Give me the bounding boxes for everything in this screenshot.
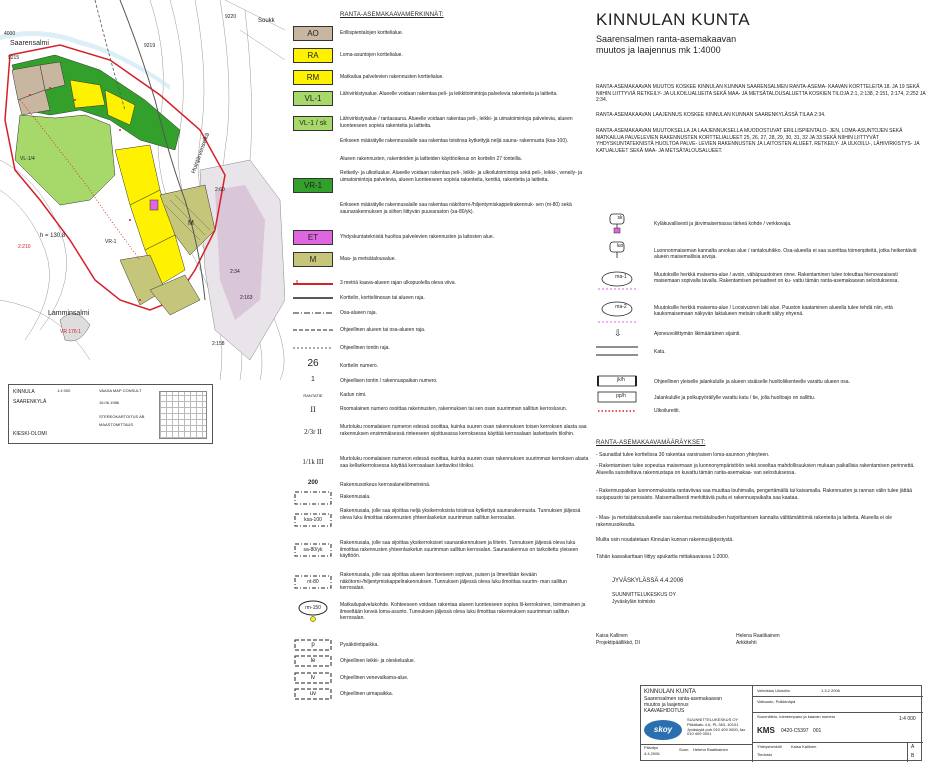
place-date: JYVÄSKYLÄSSÄ 4.4.2006 xyxy=(612,578,684,584)
orders-header: RANTA-ASEMAKAAVAMÄÄRÄYKSET: xyxy=(596,440,706,446)
desc-1: RANTA-ASEMAKAAVAN MUUTOS KOSKEE KINNULAN KUNNAN SAARENSALMEN RANTA-ASEMA- KAAVAN KORTTELEITA 18. JA 19 SEKÄ NIIHIN LIITTYVIÄ RETKEILY- JA ULKOILUALUEITA SEKÄ MAA- JA METSÄTALOUSALUETTA KOSKIEN TILOJA 2:1, 2:138, 2:151, 2:174, 2:252 JA 2:34. xyxy=(596,84,926,103)
tb-designer-label: Suun. xyxy=(679,747,690,752)
order-4: - Maa- ja metsätalousalueelle saa rakentaa metsätalouden harjoittamisen kannalta välttämättömiä rakenteita ja laitteita. Alueella ei ole rakennusoikeutta. xyxy=(596,515,893,528)
order-1: - Saunatilat tulee korttelissa 30 rakentaa varsinaisen loma-asunnon yhteyteen. xyxy=(596,452,770,458)
tb-date-label: Päiväys xyxy=(644,745,659,750)
sym-le: le xyxy=(310,658,316,664)
rtext-sk: Kyläkuvallisesti ja järvimaisemassa tärkeä kohde / verkkovaja. xyxy=(654,221,792,227)
rtext-luo: Luonnonmaiseman kannalta arvokas alue / rantalouhikko. Osa-alueella ei saa suorittaa toimenpiteitä, jotka heikentävät alueen maisemallisia arvoja. xyxy=(654,248,917,261)
sym-guide-boundary xyxy=(293,324,333,336)
sym-floor-fraction: 2/3r II xyxy=(304,428,322,436)
text-nt: Rakennusala, jolle saa sijoittaa alueen luonteeseen sopivan, puisen ja ilmeeltään kevään näkötorni-/hiljentymiskappelirakennuksen. Tunnuksen jäljessä oleva luku ilmoittaa suurim- man sallitun kerrosalan. xyxy=(340,572,567,591)
label-9219: 9219 xyxy=(144,43,156,49)
rsym-trail xyxy=(596,406,638,416)
text-vl1: Lähivirkistysalue. Alueelle voidaan rakentaa peli- ja leikkitoimintoja palvelevia rakenteita ja laitteita. xyxy=(340,91,558,97)
old-tb-grid xyxy=(159,391,207,439)
label-vl1: VL-1/4 xyxy=(20,156,35,162)
sym-nt: nt-80 xyxy=(307,579,319,585)
rsym-sk-text: sk xyxy=(617,215,623,221)
sym-plot-no: 1 xyxy=(311,376,315,383)
title-block xyxy=(640,685,922,761)
tb-row2: Valtuusto, Pulkkinäpä xyxy=(757,699,796,704)
tb-date: 4.4.2006 xyxy=(644,751,660,756)
sym-rm: rm-150 xyxy=(305,605,321,611)
label-2163: 2:163 xyxy=(240,295,253,301)
zone-et[interactable] xyxy=(150,200,158,210)
label-234: 2:34 xyxy=(230,269,240,275)
label-2210: 2:210 xyxy=(18,244,31,250)
company-name: SUUNNITTELUKESKUS OY xyxy=(612,592,676,598)
rtext-trail: Ulkoilureitti. xyxy=(654,408,680,414)
rsym-luo-text: luo xyxy=(616,243,624,249)
old-tb-title: KINNULA xyxy=(13,389,35,395)
tb-title: KINNULAN KUNTA xyxy=(644,689,696,695)
old-tb-scale: 1:4 000 xyxy=(57,388,71,393)
sym-3m-line xyxy=(293,278,333,290)
tb-checker-label: Yhteyshenkilö xyxy=(757,744,782,749)
sym-cellar-fraction: 1/1k III xyxy=(302,458,324,466)
text-sa: Rakennusala, jolle saa sijoittaa yksikerroksiset saunarakennuksen ja liiterin. Tunnuksen jäljessä oleva luku ilmoittaa rakennusten yhteenlasketun suurimman sallitun kerrosalan. Saunarakennus on tarkoitettu yleiseen käyttöön. xyxy=(340,540,579,559)
label-huinjarvi: Huinjärvenselkä xyxy=(190,132,212,175)
text-floor-fraction: Murtoluku roomalaisen numeron edessä osoittaa, kuinka suuren osan rakennuksen toisen kerroksen alasta saa rakennuksen ensimmäisessä rinteeseen sijoittuvassa kerroksessa käyttää kerrosalaan laskettaviin tiloihin. xyxy=(340,424,587,437)
label-4000: 4000 xyxy=(4,31,16,37)
text-block-boundary: Korttelin, kortteliinosan tai alueen raja. xyxy=(340,295,425,301)
text-rm-service: Matkailupalvelukohde. Kohteeseen voidaan rakentaa alueen luonteeseen sopiva lil-kerroksinen, toimimainen ja ilmeeltään keveä loma-asunto. Tunnuksen jäljessä oleva luku ilmoittaa rakennuksen suurimman sallitun kerrosalan. xyxy=(340,602,586,621)
rtext-pph: Jalankululle ja polkupyöräilylle varattu katu / tie, jolla huoltoajo on sallittu. xyxy=(654,395,816,401)
old-tb-company: VAASA MAP CONSULT xyxy=(99,388,142,393)
tb-letter-a: A xyxy=(911,744,915,750)
rtext-jkh: Ohjeellinen yleiselle jalankululle ja alueen sisäiselle huoltoliikenteelle varattu alueen osa. xyxy=(654,379,850,385)
tag-ao: AO xyxy=(293,26,333,41)
desc-2: RANTA-ASEMAKAAVAN LAAJENNUS KOSKEE KINNULAN KUNNAN SAARENKYLÄSSÄ TILAA 2:34. xyxy=(596,112,826,118)
text-rm: Matkailua palvelevien rakennusten korttelialue. xyxy=(340,74,444,80)
old-title-block xyxy=(8,384,213,444)
rtext-ma2: Muutoksille herkkä maisema-alue / Loosivuoren laki alue. Puuston kaataminen alueella tulee tehdä niin, että kaukomaisemaan näkyvän lakialueen metsän siluetti säilyy ehyenä. xyxy=(654,305,893,318)
order-extra-2: Tähän kaavakarttaan liittyy apukartta mittakaavassa 1:2000. xyxy=(596,554,730,560)
rsym-street xyxy=(596,344,638,358)
text-guide-boundary: Ohjeellinen alueen tai osa-alueen raja. xyxy=(340,327,426,333)
tag-ra: RA xyxy=(293,48,333,63)
tag-rm: RM xyxy=(293,70,333,85)
tb-kms-no: 0420-C5397 xyxy=(781,728,809,734)
sym-floors: II xyxy=(310,405,316,414)
text-building-right: Rakennusoikeus kerrosalaneliömetreinä. xyxy=(340,482,431,488)
tb-sub1: Saarensalmen ranta-asemakaavan xyxy=(644,696,722,702)
old-tb-date: 16.06.1986 xyxy=(99,400,120,405)
signer-2-title: Arkkitehti xyxy=(736,640,757,646)
signer-2-name: Helena Raatikainen xyxy=(736,633,780,639)
text-uv: Ohjeellinen uimapaikka. xyxy=(340,691,394,697)
label-saarensalmi: Saarensalmi xyxy=(10,40,49,47)
tb-designer: Helena Raatikainen xyxy=(693,747,728,752)
rtext-vehicle: Ajoneuvoliittymän likimääräinen sijainti. xyxy=(654,331,741,337)
rsym-jkh-text: jk/h xyxy=(617,377,625,383)
label-9220: 9220 xyxy=(225,14,237,20)
text-cellar-fraction: Murtoluku roomalaisen numeron edessä osoittaa, kuinka suuren osan rakennuksen suurimman kerroksen alasta saa kellarikerroksessa käyttää kerrosalaan luettaviksi tiloiksi. xyxy=(340,456,589,469)
text-ao: Erillispientalojen korttelialue. xyxy=(340,30,404,36)
sym-street-name: RANTATIE xyxy=(303,393,323,398)
sym-sa: sa-80/yk xyxy=(303,547,323,553)
page-subtitle-2: muutos ja laajennus mk 1:4000 xyxy=(596,45,721,55)
label-lamminsalmi: Lamminsalmi xyxy=(48,310,90,317)
tag-et: ET xyxy=(293,230,333,245)
tb-sub3: KAAVAEHDOTUS xyxy=(644,708,685,714)
plan-map-svg xyxy=(0,0,285,380)
label-2158: 2:158 xyxy=(212,341,225,347)
company-office: Jyväskylän toimisto xyxy=(612,599,656,605)
tb-scale: 1:4 000 xyxy=(899,716,916,722)
sym-plot-boundary xyxy=(293,342,333,354)
tb-row1-val: 1.3.2.2006 xyxy=(821,688,840,693)
text-ra: Loma-asuntojen korttelialue. xyxy=(340,52,403,58)
rsym-vehicle-arrow: ⇩ xyxy=(614,328,622,338)
label-176: VR 176:1 xyxy=(60,329,81,335)
text-block-no: Korttelin numero. xyxy=(340,363,379,369)
sym-ksa: ksa-100 xyxy=(304,517,322,523)
tb-sub2: muutos ja laajennus xyxy=(644,702,689,708)
text-vr1: Retkeily- ja ulkoilualue. Alueelle voidaan rakentaa peli-, leikki- ja ulkoilutoimintoja sekä peli-, leikki-, veneily- ja uimatoimintoja palvelevia, alueen luonteeseen sopivia rakenteita, kenttiä, rakenteita ja laitteita. xyxy=(340,170,583,183)
page-title: KINNULAN KUNTA xyxy=(596,10,751,29)
text-ksa: Rakennusala, jolle saa sijoittaa neljä yksikerroksista toisiinsa kytkettyä saunarakennusta. Tunnuksen jäljessä oleva luku ilmoittaa rakennusten yhteenlasketun suurimman sallitun kerrosalan. xyxy=(340,508,581,521)
signer-1-title: Projektipäällikkö, DI xyxy=(596,640,640,646)
text-lv: Ohjeellinen venevalkama-alue. xyxy=(340,675,409,681)
tag-m: M xyxy=(293,252,333,267)
tb-company-lines: SUUNNITTELUKESKUS OY Pitkäkatu 4 A, PL 363, 40101 Jyväskylä puh 010 409 0000, fax 010 409 0001 xyxy=(687,717,746,737)
old-tb-maasto: MAASTOMITTAUS xyxy=(99,422,134,427)
tb-kms: KMS xyxy=(757,726,775,735)
text-plot-boundary: Ohjeellinen tontin raja. xyxy=(340,345,390,351)
tag-vr1: VR-1 xyxy=(293,178,333,193)
sym-lv: lv xyxy=(310,675,316,681)
sym-p: p xyxy=(311,642,315,648)
sym-building-area xyxy=(293,490,333,506)
text-floors: Roomalainen numero osoittaa rakennusten, rakennuksen tai sen osan suurimman sallitun kerrosluvun. xyxy=(340,406,568,412)
rtext-ma1: Muutoksille herkkä maisema-alue / avoin, vähäpuustoinen rinne. Rakentaminen tulee toteuttaa hienovaraisesti maisemaan sopivalla tavalla. Rakentamisen periaatteet on ku- vattu tämän ranta-asemakaavan selostuksessa. xyxy=(654,272,899,285)
text-vr1-extra: Erikseen määrätylle rakennusalalle saa rakentaa näkötorni-/hiljentymiskappelirakennuk- sen (nt-80) sekä saunarakennuksen ja siihen liittyvän puuvaraston (sa-80/yk). xyxy=(340,202,572,215)
text-vl1-extra1: Erikseen määrätylle rakennusalalle saa rakentaa toisiinsa kytkettyjä neljä sauna- rakennusta (ksa-100). xyxy=(340,138,569,144)
text-p: Pysäköintipaikka. xyxy=(340,642,379,648)
text-vl1-extra2: Alueen rakennusten, rakenteiden ja laitteiden käyttöoikeus on korttelin 27 tonteilla. xyxy=(340,156,523,162)
label-m: M xyxy=(188,220,194,227)
plan-map[interactable] xyxy=(0,0,285,380)
text-vl1-sk: Lähivirkistysalue / rantasauna. Alueelle voidaan rakentaa peli-, leikki- ja uimatoimintoja palvelevia, alueen luonteeseen sopivia rakenteita ja laitteita. xyxy=(340,116,573,129)
sym-block-no: 26 xyxy=(307,358,319,369)
tb-checker: Kaisa Kallinen xyxy=(791,744,817,749)
text-3m-line: 3 metriä kaava-alueen rajan ulkopuolella oleva viiva. xyxy=(340,280,456,286)
tb-left xyxy=(641,686,753,762)
text-m: Maa- ja metsätalousalue. xyxy=(340,256,396,262)
label-vr1: VR-1 xyxy=(105,239,117,245)
text-le: Ohjeellinen leikki- ja oleskelualue. xyxy=(340,658,416,664)
text-subarea-boundary: Osa-alueen raja. xyxy=(340,310,377,316)
tb-row3: Suunnittelu, toimeenpano ja kaavan numero xyxy=(757,714,836,719)
tb-kms-no2: 001 xyxy=(813,728,822,734)
sym-block-boundary xyxy=(293,292,333,304)
text-et: Yhdyskuntateknistä huoltoa palvelevien rakennusten ja laitosten alue. xyxy=(340,234,494,240)
stippled-forest xyxy=(200,160,285,360)
label-elevation: h = 130,8 xyxy=(40,233,66,239)
old-tb-stereo: STEREOKARTOITUS AB xyxy=(99,414,145,419)
tag-vl1-sk: VL-1 / sk xyxy=(293,116,333,131)
label-9215: 9215 xyxy=(8,55,20,61)
tag-vl1: VL-1 xyxy=(293,91,333,106)
rsym-ma2-text: ma-2 xyxy=(615,304,627,310)
tb-letter-b: B xyxy=(911,753,915,759)
order-extra-1: Muilta osin noudatetaan Kinnulan kunnan rakennusjärjestystä. xyxy=(596,537,734,543)
desc-3: RANTA-ASEMAKAAVAN MUUTOKSELLA JA LAAJENNUKSELLA MUODOSTUVAT ERILLISPIENTALO- JEN, LOMA-ASUNTOJEN SEKÄ MATKAILUA PALVELEVIEN RAKENNUSTEN KORTTELIALUEET 25, 26, 27, 28, 29, 30, 31, 32 JA 33 SEKÄ NIIHIN LIITTYVÄT YHDYSKUNTATEKNISTÄ HUOLTOA PALVE- LEVIEN RAKENNUSTEN JA LAITOSTEN ALUEET, RETKEILY- JA ULKOILU-, LÄHIVIRKISTYS- JA KATUALUEET SEKÄ MAA- JA METSÄTALOUSALUEET. xyxy=(596,128,920,154)
sym-uv: uv xyxy=(309,691,317,697)
signer-1-name: Kaisa Kallinen xyxy=(596,633,628,639)
sym-subarea-boundary xyxy=(293,307,333,319)
rtext-street: Katu. xyxy=(654,349,666,355)
page-subtitle: Saarensalmen ranta-asemakaavan xyxy=(596,34,737,44)
text-building-area: Rakennusala. xyxy=(340,494,371,500)
text-street-name: Kadun nimi. xyxy=(340,392,367,398)
rsym-pph-text: pp/h xyxy=(616,393,626,399)
order-3: - Rakennuspaikan luonnonmukaista rantaviivaa saa muuttaa louhimalla, pengertämällä tai kaivamalla. Rakennusten ja rannan välin tulee jättää suojapuusto tai pensaisto. Maisemallisesti merkittäviä puita ei rakennuspaikalta saa kaataa. xyxy=(596,488,913,501)
label-260: 2:60 xyxy=(215,187,225,193)
old-tb-kunta: KIESKI-OLOMI xyxy=(13,431,47,437)
tb-logo: skoy xyxy=(644,720,682,740)
tb-tiedosto: Tiedosto xyxy=(757,752,773,757)
text-plot-no: Ohjeellisen tontin / rakennuspaikan numero. xyxy=(340,378,438,384)
label-soukki: Soukk xyxy=(258,18,275,24)
old-tb-village: SAARENKYLÄ xyxy=(13,399,47,405)
legend-header: RANTA-ASEMAKAAVAMERKINNÄT: xyxy=(340,12,444,18)
rsym-ma1-text: ma-1 xyxy=(615,274,627,280)
tb-row1: Vahvistus Ulosotto xyxy=(757,688,790,693)
sym-building-right: 200 xyxy=(307,480,318,486)
order-2: - Rakentamisen tulee sopeutua maisemaan ja luonnonympäristöön sekä soveltaa mahdollisuuksien mukaan paikallisia rakentamisen perinnettä. Alueella suositeltava rakennustapa on kuvattu tämän ranta-asemakaa- van selostuksessa. xyxy=(596,463,915,476)
